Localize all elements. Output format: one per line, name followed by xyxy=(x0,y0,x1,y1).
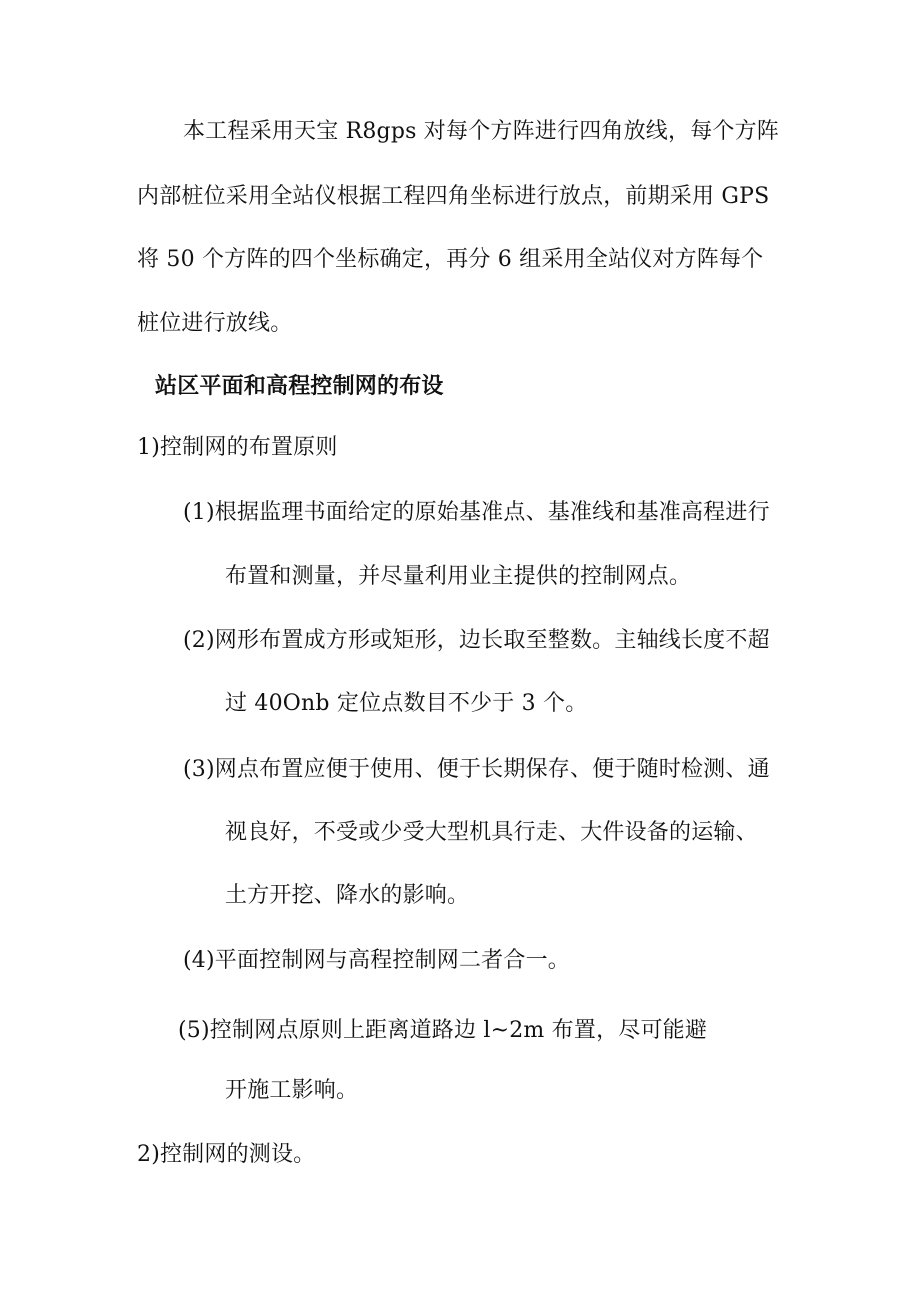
list-item-3-line-2: 视良好，不受或少受大型机具行走、大件设备的运输、 xyxy=(225,820,758,845)
section-heading: 站区平面和高程控制网的布设 xyxy=(155,373,444,399)
list-item-2-line-2: 过 40Onb 定位点数目不少于 3 个。 xyxy=(225,691,588,716)
intro-line-4: 桩位进行放线。 xyxy=(137,311,293,336)
list-item-3-line-1: (3)网点布置应便于使用、便于长期保存、便于随时检测、通 xyxy=(183,757,770,782)
subsection-title-1: 1)控制网的布置原则 xyxy=(137,435,338,460)
intro-line-2: 内部桩位采用全站仪根据工程四角坐标进行放点，前期采用 GPS xyxy=(137,184,770,209)
list-item-1-line-1: (1)根据监理书面给定的原始基准点、基准线和基准高程进行 xyxy=(183,500,770,525)
list-item-1-line-2: 布置和测量，并尽量利用业主提供的控制网点。 xyxy=(225,564,692,589)
list-item-2-line-1: (2)网形布置成方形或矩形，边长取至整数。主轴线长度不超 xyxy=(183,628,770,653)
list-item-5-line-2: 开施工影响。 xyxy=(225,1078,359,1103)
list-item-4-line-1: (4)平面控制网与高程控制网二者合一。 xyxy=(183,948,570,973)
list-item-3-line-3: 土方开挖、降水的影响。 xyxy=(225,883,470,908)
intro-line-3: 将 50 个方阵的四个坐标确定，再分 6 组采用全站仪对方阵每个 xyxy=(137,247,764,272)
intro-line-1: 本工程采用天宝 R8gps 对每个方阵进行四角放线，每个方阵 xyxy=(183,119,780,144)
list-item-5-line-1: (5)控制网点原则上距离道路边 l~2m 布置，尽可能避 xyxy=(178,1018,708,1043)
subsection-title-2: 2)控制网的测设。 xyxy=(137,1142,316,1167)
